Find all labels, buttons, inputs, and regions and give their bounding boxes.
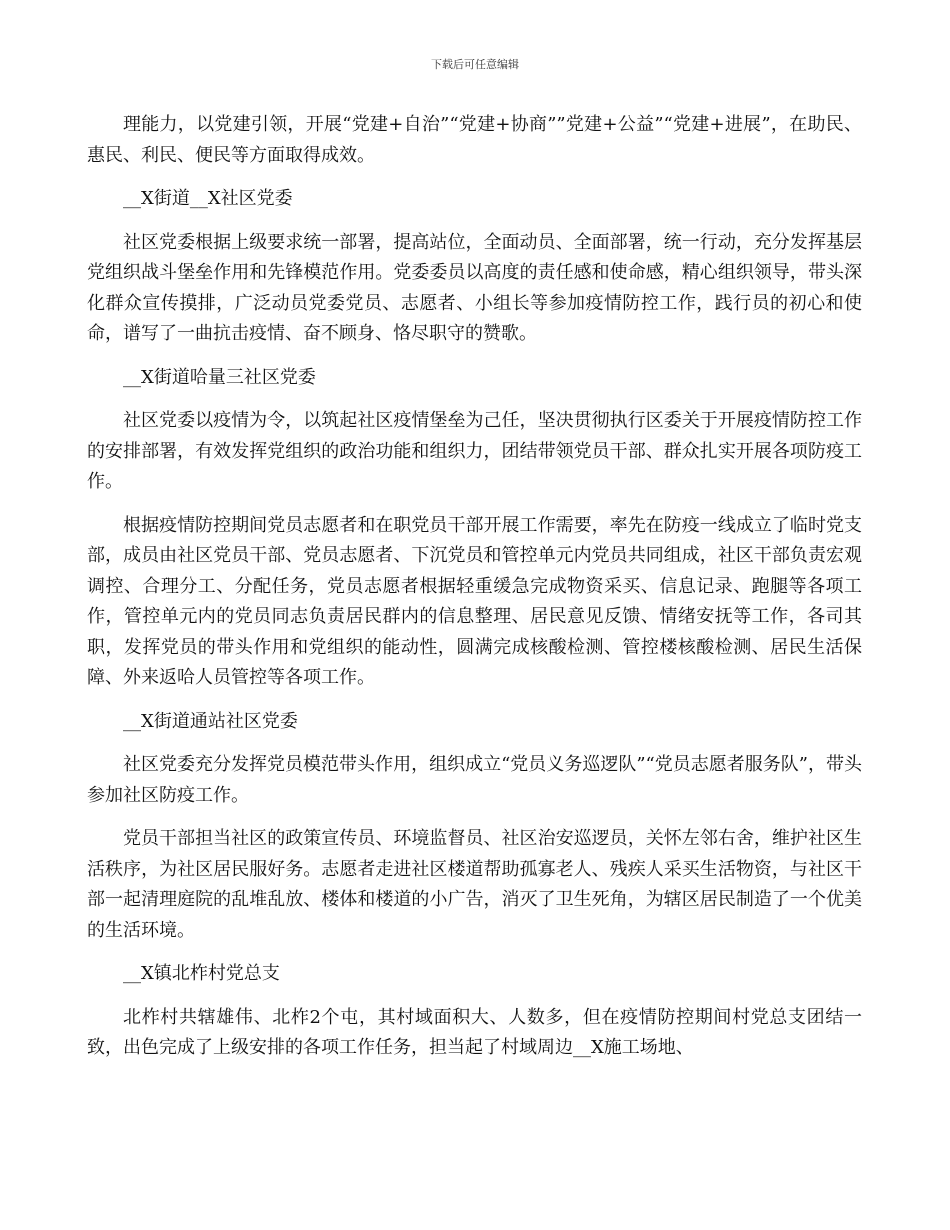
page-header: 下载后可任意编辑 <box>431 58 519 71</box>
paragraph: 社区党委以疫情为令，以筑起社区疫情堡垒为己任，坚决贯彻执行区委关于开展疫情防控工作的安排部署，有效发挥党组织的政治功能和组织力，团结带领党员干部、群众扎实开展各项防疫工作。 <box>87 410 862 492</box>
section-heading: __X街道哈量三社区党委 <box>123 366 316 388</box>
section-heading: __X镇北柞村党总支 <box>123 963 280 984</box>
paragraph: 党员干部担当社区的政策宣传员、环境监督员、社区治安巡逻员，关怀左邻右舍，维护社区生活秩序，为社区居民服好务。志愿者走进社区楼道帮助孤寡老人、残疾人采买生活物资，与社区干部一起清理庭院的乱堆乱放、楼体和楼道的小广告，消灭了卫生死角，为辖区居民制造了一个优美的生活环境。 <box>87 828 862 941</box>
section-heading: __X街道__X社区党委 <box>123 188 293 209</box>
paragraph: 社区党委充分发挥党员模范带头作用，组织成立“党员义务巡逻队”“党员志愿者服务队”，带头参加社区防疫工作。 <box>87 754 862 806</box>
document-body <box>87 110 862 1077</box>
paragraph: 北柞村共辖雄伟、北柞2个屯，其村域面积大、人数多，但在疫情防控期间村党总支团结一致，出色完成了上级安排的各项工作任务，担当起了村域周边__X施工场地、 <box>87 1006 862 1058</box>
paragraph: 社区党委根据上级要求统一部署，提高站位，全面动员、全面部署，统一行动，充分发挥基层党组织战斗堡垒作用和先锋模范作用。党委委员以高度的责任感和使命感，精心组织领导，带头深化群众宣传摸排，广泛动员党委党员、志愿者、小组长等参加疫情防控工作，践行员的初心和使命，谱写了一曲抗击疫情、奋不顾身、恪尽职守的赞歌。 <box>87 231 862 344</box>
paragraph: 根据疫情防控期间党员志愿者和在职党员干部开展工作需要，率先在防疫一线成立了临时党支部，成员由社区党员干部、党员志愿者、下沉党员和管控单元内党员共同组成，社区干部负责宏观调控、合理分工、分配任务，党员志愿者根据轻重缓急完成物资采买、信息记录、跑腿等各项工作，管控单元内的党员同志负责居民群内的信息整理、居民意见反馈、情绪安抚等工作，各司其职，发挥党员的带头作用和党组织的能动性，圆满完成核酸检测、管控楼核酸检测、居民生活保障、外来返哈人员管控等各项工作。 <box>87 514 862 688</box>
paragraph: 理能力，以党建引领，开展“党建+自治”“党建+协商””党建+公益”“党建+进展”，在助民、惠民、利民、便民等方面取得成效。 <box>87 114 862 166</box>
section-heading: __X街道通站社区党委 <box>123 710 298 732</box>
